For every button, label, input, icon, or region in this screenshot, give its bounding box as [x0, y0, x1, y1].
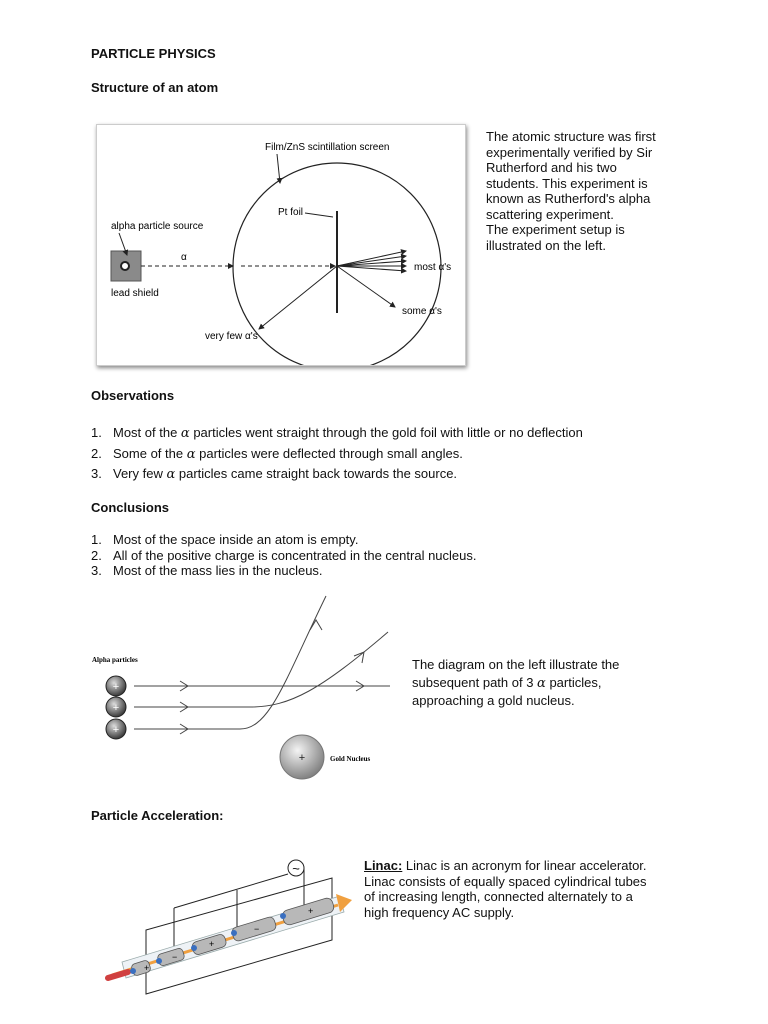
linac-line: high frequency AC supply. [364, 904, 515, 920]
plus-sign: + [209, 939, 215, 949]
intro-line: known as Rutherford's alpha [486, 191, 651, 206]
intro-line: students. This experiment is [486, 175, 648, 191]
path-line: approaching a gold nucleus. [412, 693, 575, 708]
linac-diagram [92, 850, 356, 1000]
intro-line: illustrated on the left. [486, 237, 606, 253]
gold-nucleus-label: Gold Nucleus [330, 755, 371, 763]
source-label: alpha particle source [111, 221, 204, 232]
nucleus-path-diagram [90, 590, 396, 786]
linac-line: Linac: Linac is an acronym for linear accelerator. [364, 858, 647, 873]
foil-label: Pt foil [278, 207, 304, 218]
list-item: 1. Most of the α particles went straight through the gold foil with little or no deflection [91, 425, 583, 441]
alpha-label: α [181, 252, 187, 263]
plus-sign: + [308, 906, 314, 916]
intro-line: Rutherford and his two [486, 160, 617, 175]
minus-sign: − [172, 952, 178, 962]
conclusions-heading: Conclusions [91, 500, 170, 515]
linac-description [364, 858, 759, 920]
intro-line: The atomic structure was first [486, 129, 656, 144]
path-line: The diagram on the left illustrate the [412, 657, 620, 672]
plus-sign: + [144, 963, 150, 973]
alpha-particles-label: Alpha particles [92, 656, 138, 664]
screen-label: Film/ZnS scintillation screen [265, 142, 390, 153]
linac-line: Linac consists of equally spaced cylindrical tubes [364, 873, 647, 889]
plus-sign: + [112, 702, 120, 714]
list-item: 2. All of the positive charge is concentrated in the central nucleus. [91, 547, 477, 563]
intro-text [486, 129, 756, 253]
very-few-label: very few α's [205, 331, 258, 342]
rutherford-diagram [96, 124, 466, 366]
some-label: some α's [402, 306, 442, 317]
acceleration-heading: Particle Acceleration: [91, 808, 224, 823]
observations-list [91, 425, 751, 483]
path-description [412, 656, 757, 710]
observations-heading: Observations [91, 388, 175, 403]
intro-line: experimentally verified by Sir [486, 144, 653, 160]
linac-line: of increasing length, connected alternately to a [364, 889, 633, 904]
plus-sign: + [298, 752, 306, 764]
minus-sign: − [254, 924, 260, 934]
plus-sign: + [112, 724, 120, 736]
ac-symbol: ~ [292, 861, 300, 876]
list-item: 3. Very few α particles came straight back towards the source. [91, 466, 458, 482]
page-title: PARTICLE PHYSICS [91, 46, 216, 61]
conclusions-list [91, 532, 751, 579]
alpha-source [121, 262, 129, 270]
shield-label: lead shield [111, 288, 159, 299]
list-item: 2. Some of the α particles were deflected through small angles. [91, 445, 463, 462]
list-item: 3. Most of the mass lies in the nucleus. [91, 563, 323, 578]
path-line: subsequent path of 3 α particles, [412, 674, 602, 691]
list-item: 1. Most of the space inside an atom is empty. [91, 532, 359, 547]
plus-sign: + [112, 681, 120, 693]
most-label: most α's [414, 262, 452, 273]
intro-line: The experiment setup is [486, 222, 625, 237]
intro-line: scattering experiment. [486, 206, 614, 222]
structure-heading: Structure of an atom [91, 80, 219, 95]
